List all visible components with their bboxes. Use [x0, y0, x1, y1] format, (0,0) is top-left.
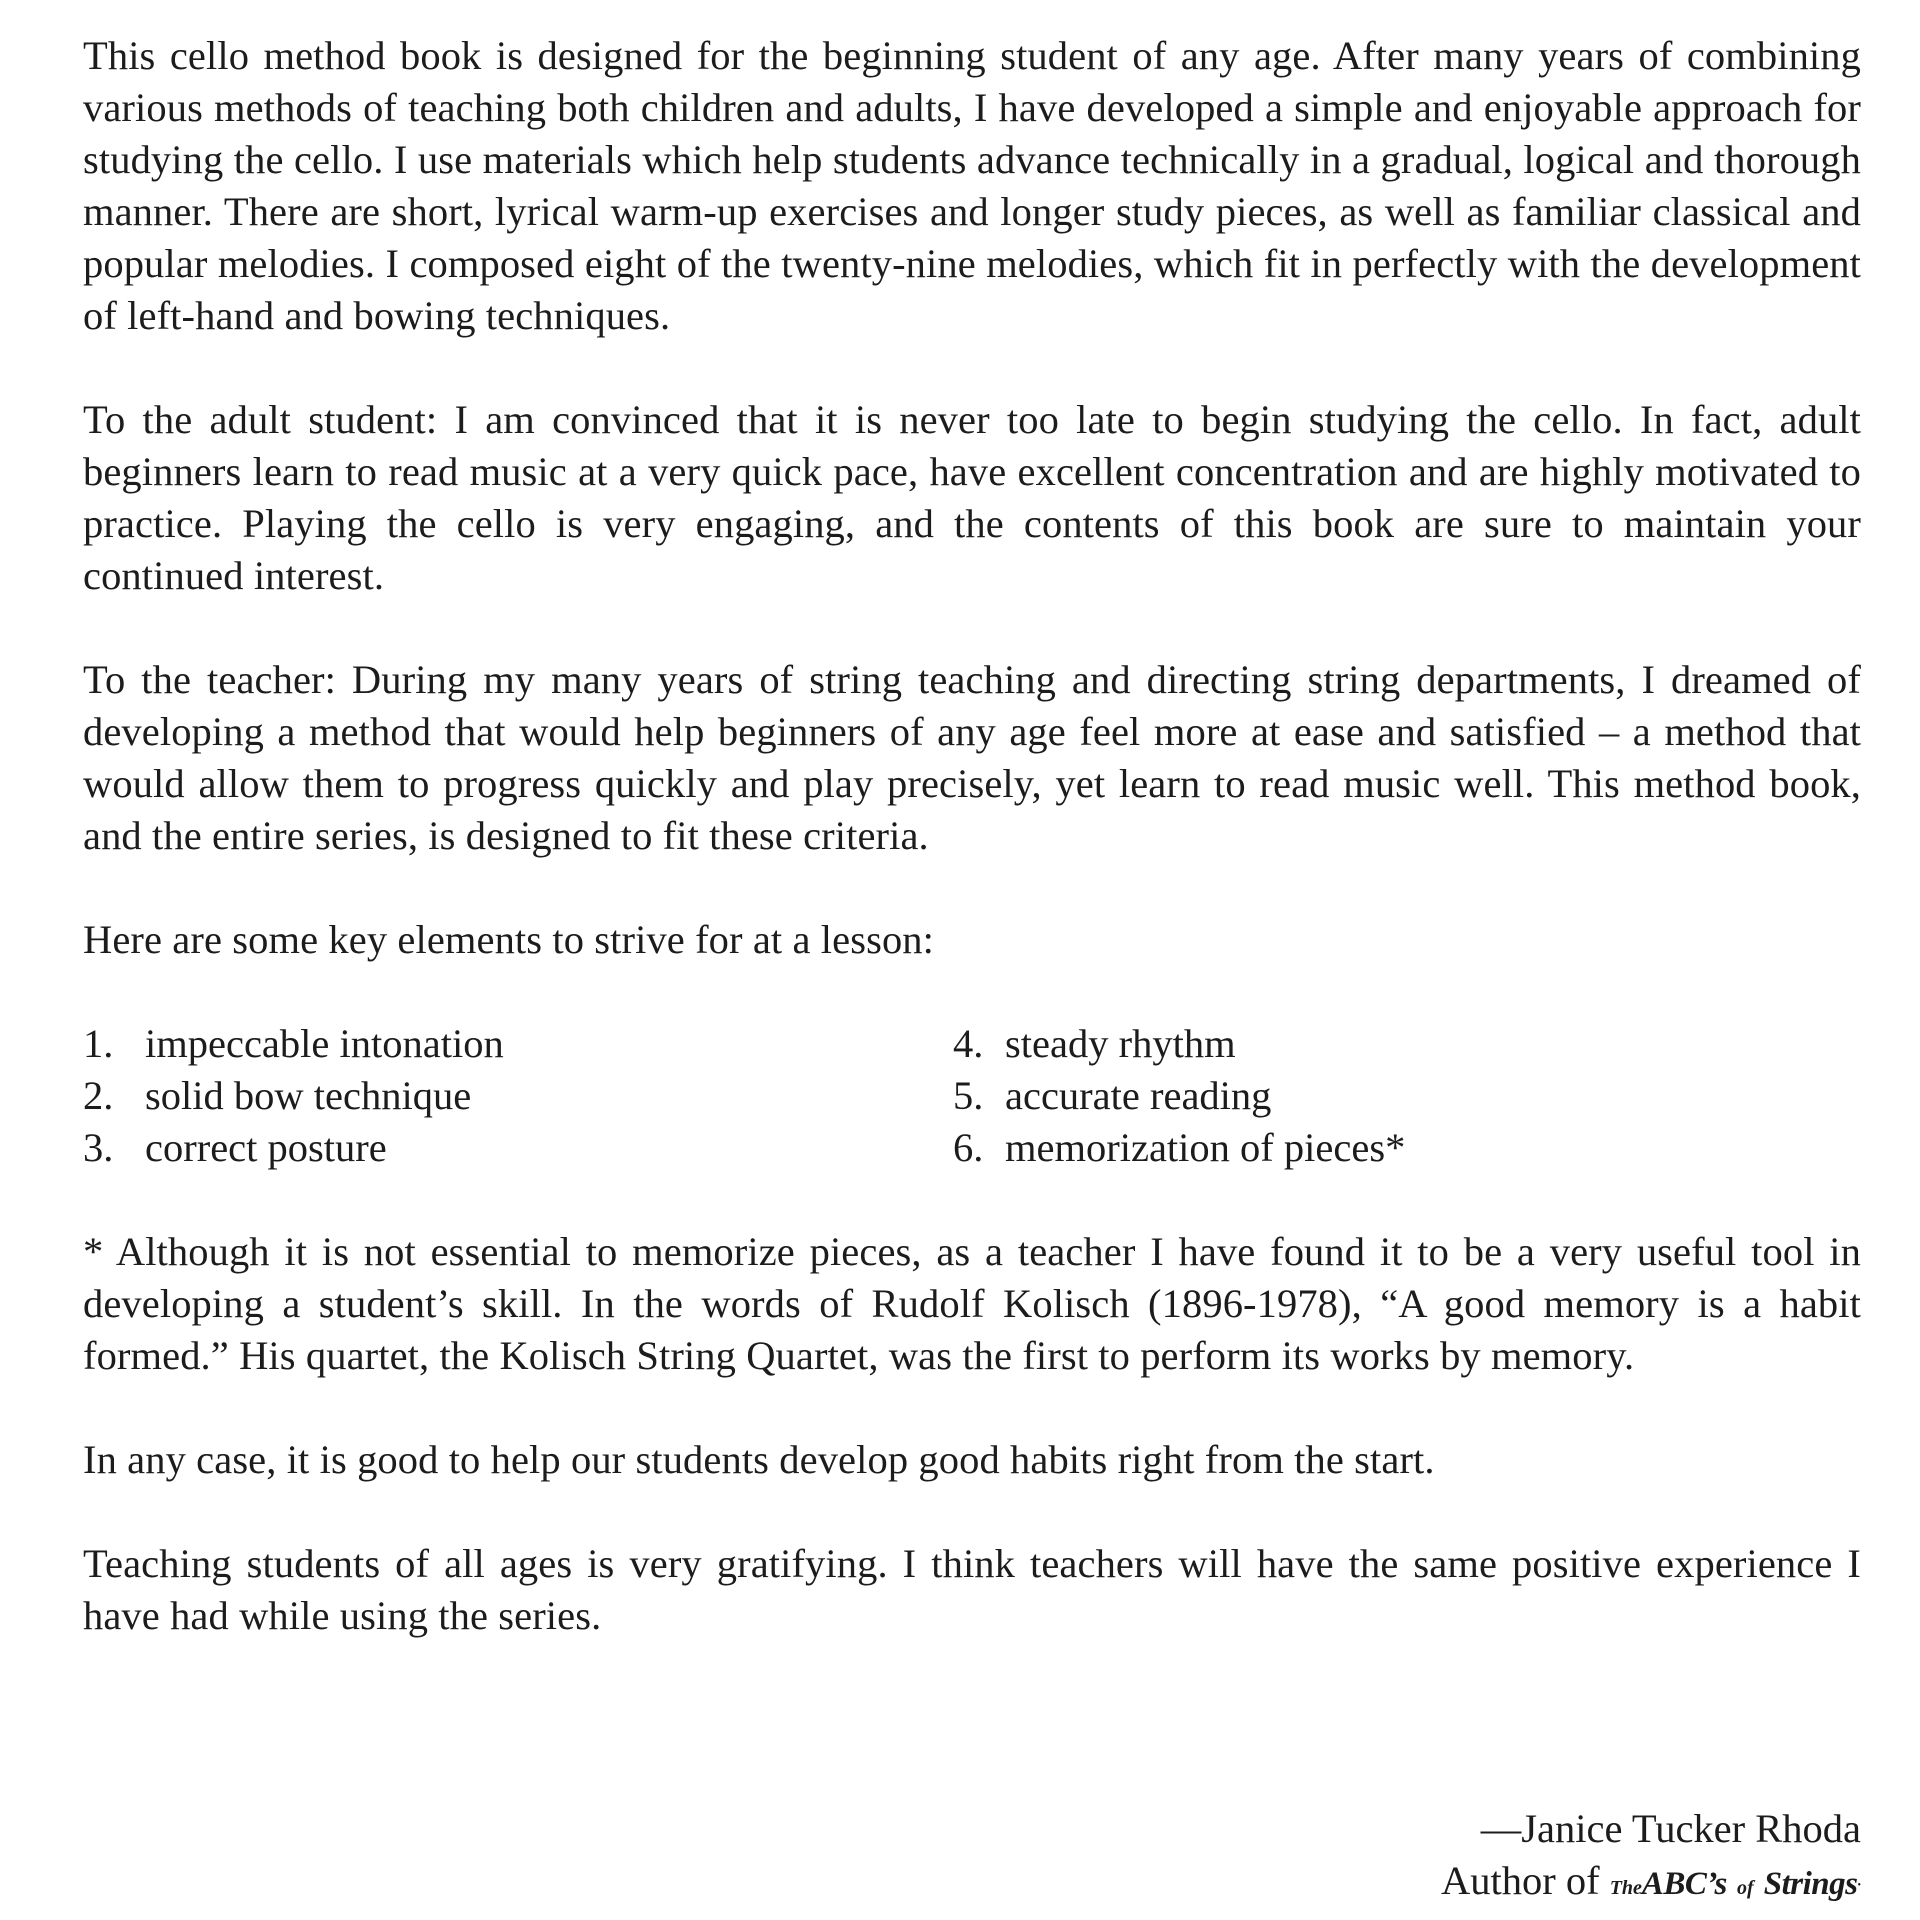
list-text: memorization of pieces* — [1005, 1125, 1406, 1170]
key-elements-right-column — [953, 1018, 1861, 1174]
list-number: 1. — [83, 1021, 114, 1066]
closing-paragraph: Teaching students of all ages is very gratifying. I think teachers will have the same positive experience I have had while using the series. — [83, 1541, 1861, 1638]
key-elements-list — [83, 1018, 1861, 1174]
registered-mark-icon: • — [1857, 1880, 1861, 1891]
list-item — [83, 1070, 953, 1122]
list-text: accurate reading — [1005, 1073, 1272, 1118]
list-text: steady rhythm — [1005, 1021, 1236, 1066]
list-number: 5. — [953, 1073, 984, 1118]
list-number: 2. — [83, 1073, 114, 1118]
list-item — [953, 1018, 1861, 1070]
list-item — [83, 1122, 953, 1174]
logo-abc: ABC’s — [1641, 1866, 1727, 1902]
teacher-paragraph: To the teacher: During my many years of string teaching and directing string departments, I dreamed of developing a method that would help beginners of any age feel more at ease and satisfied – a method that would allow them to progress quickly and play precisely, yet learn to read music well. This method book, and the entire series, is designed to fit these criteria. — [83, 657, 1861, 858]
list-number: 6. — [953, 1125, 984, 1170]
list-number: 3. — [83, 1125, 114, 1170]
logo-the: The — [1609, 1877, 1642, 1899]
list-item — [83, 1018, 953, 1070]
list-text: solid bow technique — [145, 1073, 472, 1118]
list-text: impeccable intonation — [145, 1021, 504, 1066]
adult-student-paragraph: To the adult student: I am convinced that it is never too late to begin studying the cello. In fact, adult beginners learn to read music at a very quick pace, have excellent concentration and are highly motivated to practice. Playing the cello is very engaging, and the contents of this book are sure to maintain your continued interest. — [83, 397, 1861, 598]
author-of-line — [1441, 1855, 1861, 1914]
signature-block — [1441, 1803, 1861, 1914]
list-intro: Here are some key elements to strive for at a lesson: — [83, 917, 934, 962]
list-number: 4. — [953, 1021, 984, 1066]
logo-strings: Strings — [1763, 1866, 1858, 1902]
key-elements-left-column — [83, 1018, 953, 1174]
intro-paragraph: This cello method book is designed for the beginning student of any age. After many years of combining various methods of teaching both children and adults, I have developed a simple and enjoyable approach for studying the cello. I use materials which help students advance technically in a gradual, logical and thorough manner. There are short, lyrical warm-up exercises and longer study pieces, as well as familiar classical and popular melodies. I composed eight of the twenty-nine melodies, which fit in perfectly with the development of left-hand and bowing techniques. — [83, 33, 1861, 338]
good-habits-paragraph: In any case, it is good to help our students develop good habits right from the start. — [83, 1437, 1435, 1482]
author-of-label: Author of — [1440, 1858, 1600, 1903]
author-name: —Janice Tucker Rhoda — [1480, 1806, 1861, 1851]
list-item — [953, 1070, 1861, 1122]
abc-strings-logo — [1610, 1858, 1861, 1903]
list-item — [953, 1122, 1861, 1174]
logo-of: of — [1736, 1877, 1754, 1899]
document-page — [83, 30, 1861, 1694]
list-text: correct posture — [145, 1125, 387, 1170]
footnote-paragraph: * Although it is not essential to memorize pieces, as a teacher I have found it to be a very useful tool in developing a student’s skill. In the words of Rudolf Kolisch (1896-1978), “A good memory is a habit formed.” His quartet, the Kolisch String Quartet, was the first to perform its works by memory. — [83, 1229, 1861, 1378]
